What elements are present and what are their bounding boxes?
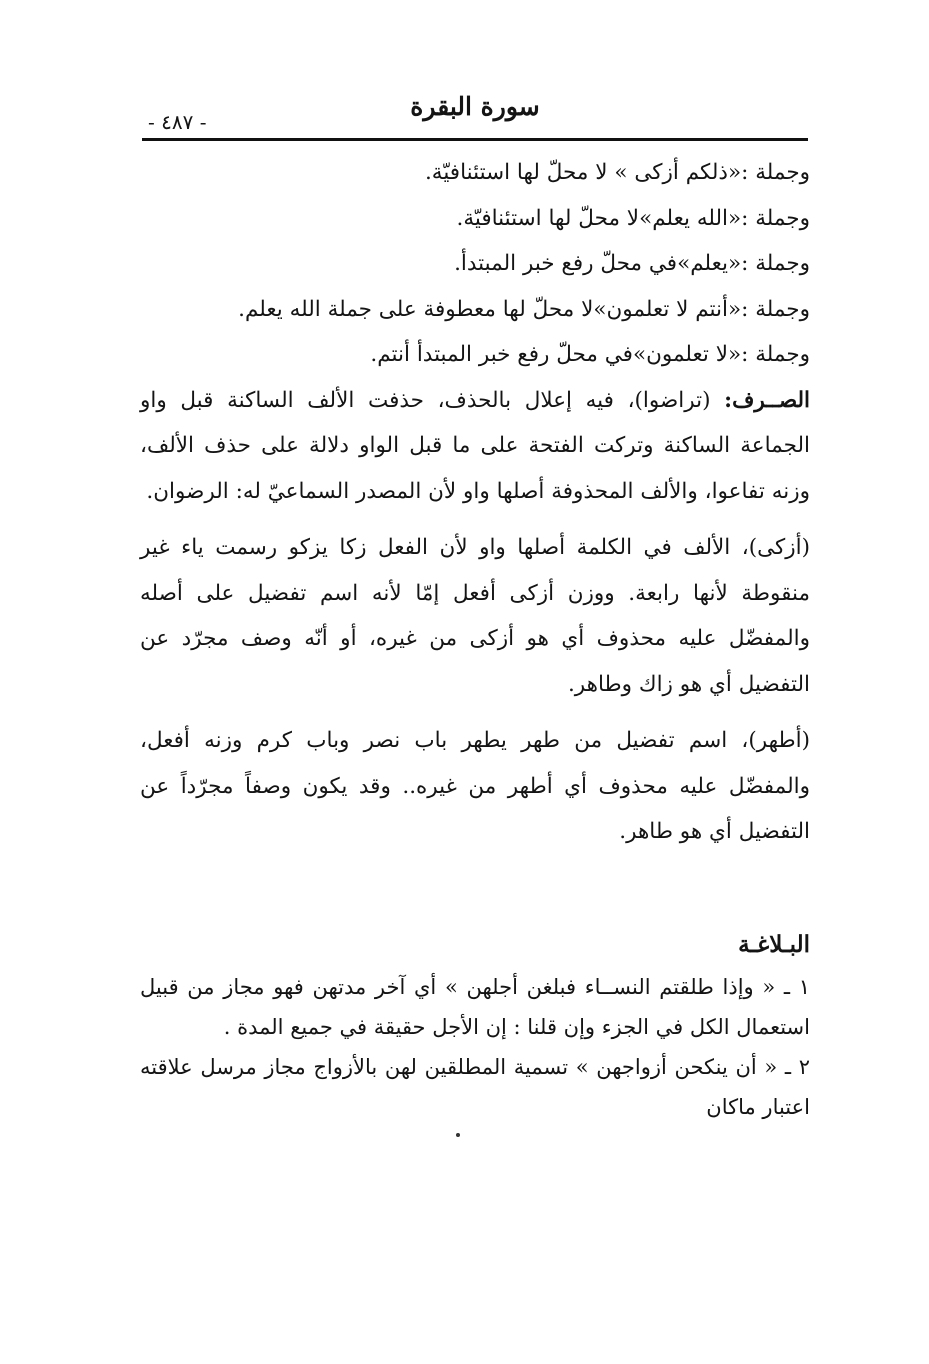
sentence-item: وجملة :«يعلم»في محلّ رفع خبر المبتدأ. (454, 251, 810, 276)
sarf-text: (تراضوا)، فيه إعلال بالحذف، حذفت الألف الساكنة قبل واو الجماعة الساكنة وتركت الفتحة على ما قبل الواو دلالة على حذف الألف، وزنه تفاعوا، والألف المحذوفة أصلها واو لأن المصدر السماعيّ له: الرضوان. (140, 387, 810, 504)
athar-paragraph: (أطهر)، اسم تفضيل من طهر يطهر باب نصر وباب كرم وزنه أفعل، والمفضّل عليه محذوف أي أطهر من غيره.. وقد يكون وصفاً مجرّداً عن التفضيل أي هو طاهر. (140, 728, 810, 844)
page-speck (456, 1133, 460, 1137)
sarf-paragraph (140, 378, 810, 515)
sentence-item: وجملة :«الله يعلم»لا محلّ لها استئنافيّة. (456, 205, 810, 231)
page-body (140, 150, 810, 855)
page-number: - ٤٨٧ - (148, 110, 207, 134)
balagha-item: ٢ ـ « أن ينكحن أزواجهن » تسمية المطلقين لهن بالأزواج مجاز مرسل علاقته اعتبار ماكان (140, 1055, 810, 1119)
sentence-item: وجملة :«أنتم لا تعلمون»لا محلّ لها معطوفة على جملة الله يعلم. (238, 296, 810, 322)
header-divider (142, 138, 808, 141)
section-heading: البـلاغـة (738, 931, 810, 958)
chapter-title: سورة البقرة (410, 92, 540, 121)
sentence-item: وجملة :«لا تعلمون»في محلّ رفع خبر المبتدأ أنتم. (370, 342, 810, 367)
sentence-list (140, 150, 810, 378)
balagha-item: ١ ـ « وإذا طلقتم النســاء فبلغن أجلهن » أي آخر مدتهن فهو مجاز من قبيل استعمال الكل في الجزء وإن قلنا : إن الأجل حقيقة في جميع المدة . (140, 975, 810, 1039)
sentence-item: وجملة :«ذلكم أزكى » لا محلّ لها استئنافيّة. (424, 160, 810, 185)
page-header (140, 82, 810, 142)
azka-paragraph: (أزكى)، الألف في الكلمة أصلها واو لأن الفعل زكا يزكو رسمت ياء غير منقوطة لأنها رابعة. ووزن أزكى أفعل إمّا لأنه اسم تفضيل على أصله والمفضّل عليه محذوف أي هو أزكى من غيره، أو أنّه وصف مجرّد عن التفضيل أي هو زاك وطاهر. (140, 535, 810, 697)
balagha-section (140, 923, 810, 1127)
sarf-label: الصــرف: (724, 387, 810, 413)
